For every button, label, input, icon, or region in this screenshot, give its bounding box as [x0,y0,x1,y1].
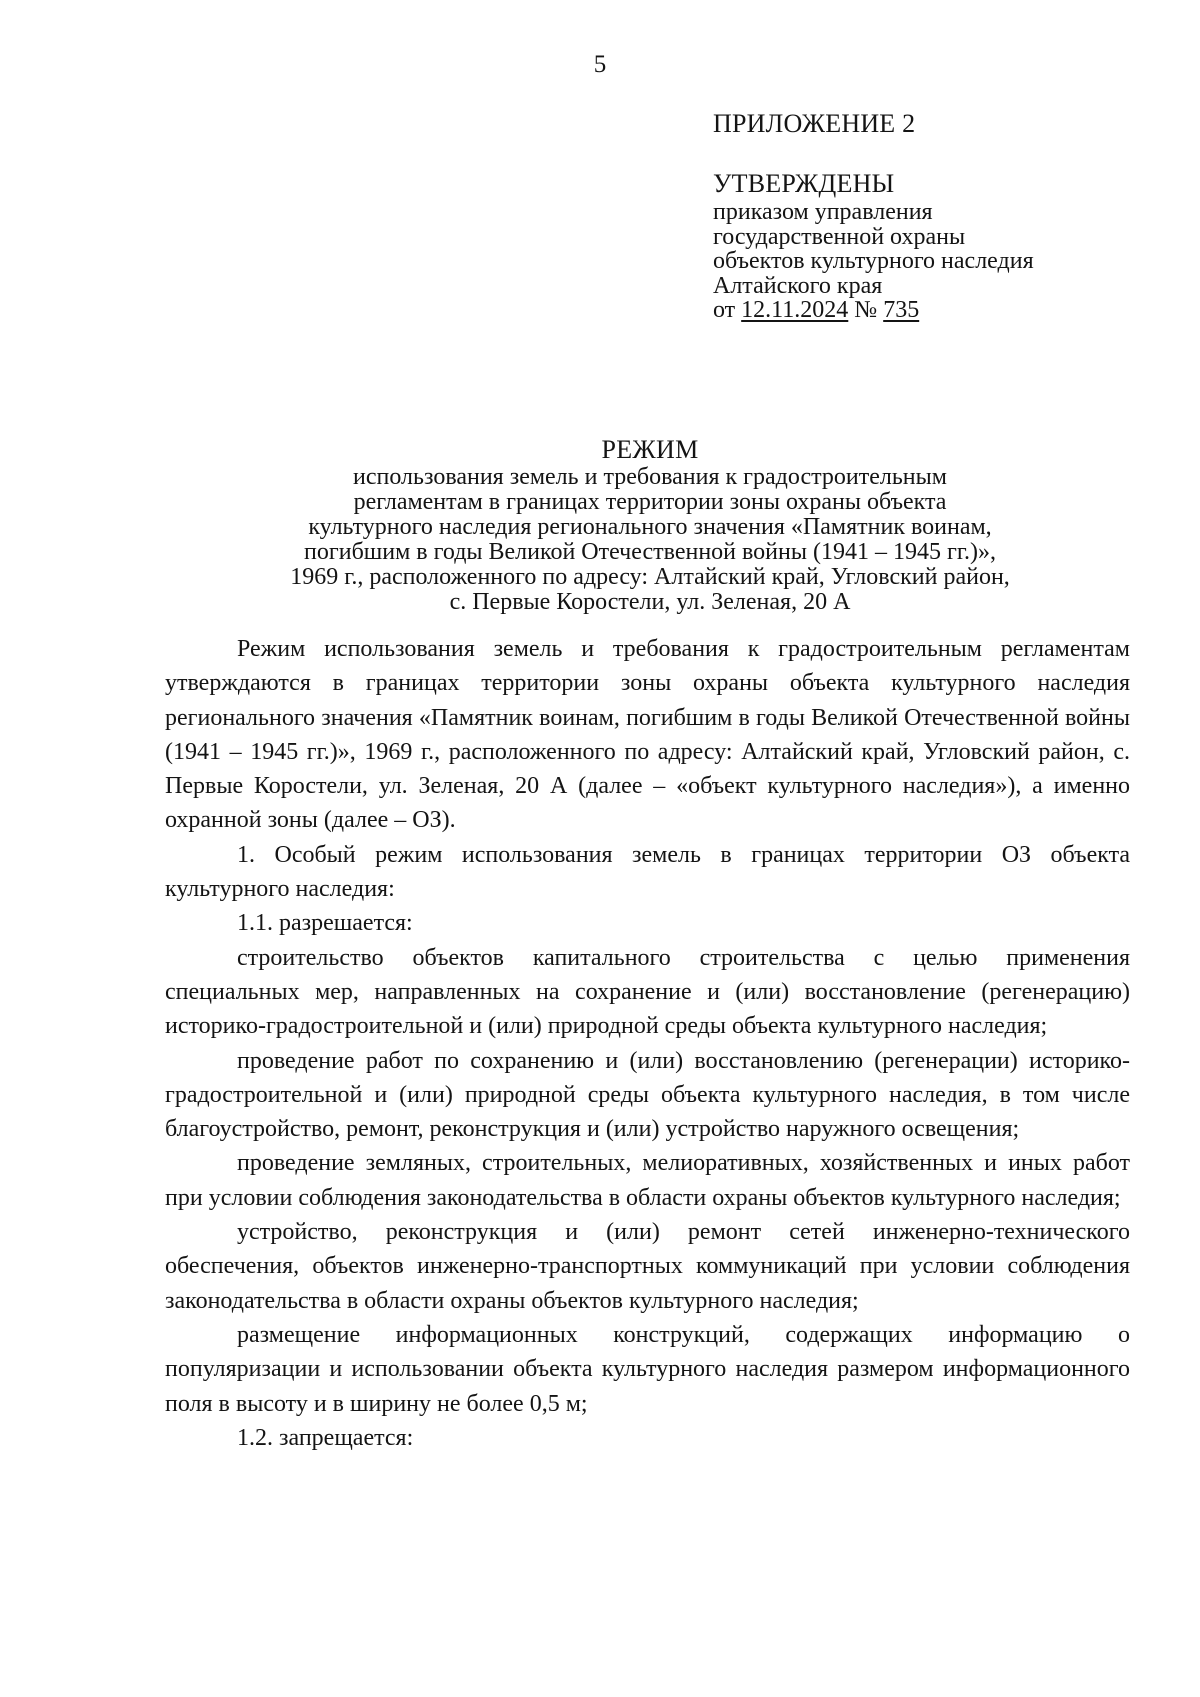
title-line: культурного наследия регионального значения «Памятник воинам, [308,514,992,540]
number-prefix: № [854,297,878,323]
title-line: 1969 г., расположенного по адресу: Алтайский край, Угловский район, [290,564,1010,590]
title-line: погибшим в годы Великой Отечественной войны (1941 – 1945 гг.)», [304,539,996,565]
approval-line: объектов культурного наследия [713,248,1034,274]
date-prefix: от [713,297,736,323]
approval-line: приказом управления [713,199,933,225]
order-date: 12.11.2024 [741,297,849,323]
body-paragraph: устройство, реконструкция и (или) ремонт сетей инженерно-технического обеспечения, объектов инженерно-транспортных коммуникаций при условии соблюдения законодательства в области охраны объектов культурного наследия; [165,1219,1130,1314]
body-paragraph: проведение земляных, строительных, мелиоративных, хозяйственных и иных работ при условии соблюдения законодательства в области охраны объектов культурного наследия; [165,1150,1130,1211]
approval-block [713,108,1173,323]
document-title: РЕЖИМ [601,435,699,464]
approval-line: Алтайского края [713,272,883,299]
title-line: с. Первые Коростели, ул. Зеленая, 20 А [449,589,851,615]
title-line: использования земель и требования к градостроительным [353,464,947,490]
body-paragraph: Режим использования земель и требования к градостроительным регламентам утверждаются в границах территории зоны охраны объекта культурного наследия регионального значения «Памятник воинам, погибшим в годы Великой Отечественной войны (1941 – 1945 гг.)», 1969 г., расположенного по адресу: Алтайский край, Угловский район, с. Первые Коростели, ул. Зеленая, 20 А (далее – «объект культурного наследия»), а именно охранной зоны (далее – ОЗ). [165,636,1130,834]
document-body [165,632,1130,1455]
appendix-label: ПРИЛОЖЕНИЕ 2 [713,109,916,138]
page-number: 5 [593,51,607,78]
body-paragraph: 1.2. запрещается: [237,1424,414,1451]
approval-line: государственной охраны [713,223,966,250]
body-paragraph: строительство объектов капитального строительства с целью применения специальных мер, направленных на сохранение и (или) восстановление (регенерацию) историко-градостроительной и (или) природной среды объекта культурного наследия; [165,944,1130,1040]
body-paragraph: размещение информационных конструкций, содержащих информацию о популяризации и использовании объекта культурного наследия размером информационного поля в высоту и в ширину не более 0,5 м; [165,1321,1130,1417]
order-number: 735 [883,297,920,323]
body-paragraph: 1. Особый режим использования земель в границах территории ОЗ объекта культурного наследия: [165,841,1130,903]
approval-date-line [713,298,1173,323]
body-paragraph: проведение работ по сохранению и (или) восстановлению (регенерации) историко-градостроительной и (или) природной среды объекта культурного наследия, в том числе благоустройство, ремонт, реконструкция и (или) устройство наружного освещения; [165,1047,1130,1143]
document-title-block [190,435,1110,615]
title-line: регламентам в границах территории зоны охраны объекта [353,489,947,515]
approved-label: УТВЕРЖДЕНЫ [713,169,895,198]
body-paragraph: 1.1. разрешается: [237,910,413,937]
